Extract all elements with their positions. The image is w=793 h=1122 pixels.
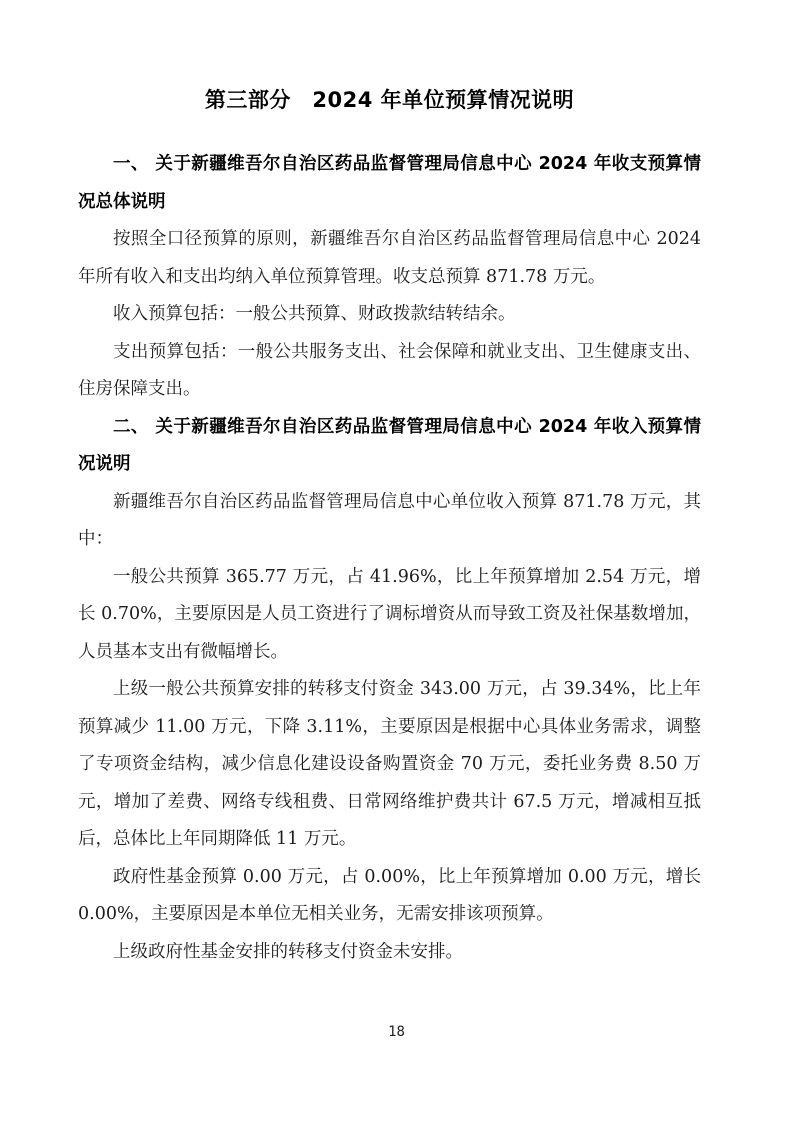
section-1-paragraph-2: 收入预算包括：一般公共预算、财政拨款结转结余。	[113, 304, 516, 324]
section-2-paragraph-3: 上级一般公共预算安排的转移支付资金 343.00 万元，占 39.34%，比上年预算减少 11.00 万元，下降 3.11%，主要原因是根据中心具体业务需求，调整了专项资金结构，减少信息化建设设备购置资金 70 万元，委托业务费 8.50 万元，增加了差费、网络专线租费、日常网络维护费共计 67.5 万元，增减相互抵后，总体比上年同期降低 11 万元。	[78, 679, 701, 849]
section-2-paragraph-5: 上级政府性基金安排的转移支付资金未安排。	[113, 941, 463, 962]
section-1-paragraph-1: 按照全口径预算的原则，新疆维吾尔自治区药品监督管理局信息中心 2024 年所有收入和支出均纳入单位预算管理。收支总预算 871.78 万元。	[78, 229, 701, 287]
document-title: 第三部分 2024 年单位预算情况说明	[204, 88, 575, 112]
section-1-heading: 一、 关于新疆维吾尔自治区药品监督管理局信息中心 2024 年收支预算情况总体说明	[78, 154, 701, 212]
section-2-paragraph-2: 一般公共预算 365.77 万元，占 41.96%，比上年预算增加 2.54 万元，增长 0.70%，主要原因是人员工资进行了调标增资从而导致工资及社保基数增加，人员基本支出有微幅增长。	[78, 566, 701, 662]
section-2-paragraph-4: 政府性基金预算 0.00 万元，占 0.00%，比上年预算增加 0.00 万元，增长 0.00%，主要原因是本单位无相关业务，无需安排该项预算。	[78, 866, 701, 924]
document-content	[78, 81, 701, 971]
section-1-paragraph-3: 支出预算包括：一般公共服务支出、社会保障和就业支出、卫生健康支出、住房保障支出。	[78, 341, 701, 399]
page-number: 18	[388, 1024, 405, 1040]
section-2-paragraph-1: 新疆维吾尔自治区药品监督管理局信息中心单位收入预算 871.78 万元，其中：	[78, 491, 701, 549]
section-2-heading: 二、 关于新疆维吾尔自治区药品监督管理局信息中心 2024 年收入预算情况说明	[78, 416, 701, 474]
